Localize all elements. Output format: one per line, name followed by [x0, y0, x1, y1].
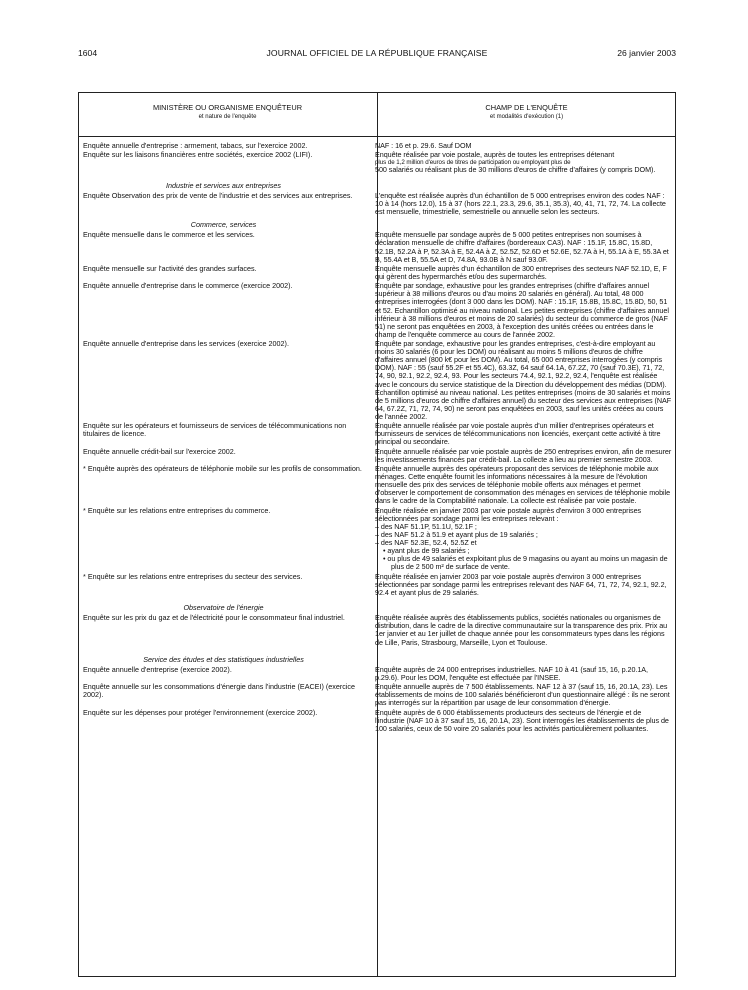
survey-name: Enquête annuelle d'entreprise dans le commerce (exercice 2002). [83, 281, 293, 291]
table-row [78, 340, 676, 421]
table-row [78, 231, 676, 263]
scope-list-item: – des NAF 51.2 à 51.9 et ayant plus de 19 salariés ; [375, 530, 538, 539]
survey-name [78, 507, 369, 572]
survey-name: Enquête sur les dépenses pour protéger l'environnement (exercice 2002). [83, 707, 318, 717]
survey-scope: NAF : 16 et p. 29.6. Sauf DOM [375, 141, 472, 150]
survey-name: Enquête sur les opérateurs et fournisseurs de services de télécommunications non titulaires de licence. [83, 421, 347, 439]
survey-name: Enquête mensuelle sur l'activité des grandes surfaces. [83, 263, 257, 273]
survey-scope: Enquête mensuelle par sondage auprès de 5 000 petites entreprises non soumises à déclaration mensuelle de chiffre d'affaires (bordereaux CA3). NAF : 15.1F, 15.8C, 15.8D, 52.1B, 52.2A à P, 52.3A à E, 52.4A à Z, 52.5Z, 52.6D et 52.6E, 52.7A à H, 55.1A à E, 55.3A et B, 55.4A et B, 55.5A et D, 74.8A, 93.0B à N sauf 93.0F. [375, 230, 669, 264]
survey-name: Enquête mensuelle dans le commerce et les services. [83, 230, 255, 240]
journal-title: JOURNAL OFFICIEL DE LA RÉPUBLIQUE FRANÇAISE [266, 48, 488, 58]
table-row [78, 192, 676, 216]
column-header-left-title: MINISTÈRE OU ORGANISME ENQUÊTEUR [152, 103, 303, 112]
table-row [78, 666, 676, 682]
survey-scope: Enquête annuelle réalisée par voie postale auprès d'un millier d'entreprises opérateurs et fournisseurs de services de télécommunications non licenciés, exerçant cette activité à titre principal ou secondaire. [375, 421, 661, 447]
scope-text: Enquête réalisée par voie postale, auprès de toutes les entreprises détenant [375, 150, 615, 160]
column-header-left [78, 104, 377, 121]
table-row [78, 507, 676, 572]
new-survey-marker: * [83, 464, 86, 474]
scope-text: Enquête réalisée en janvier 2003 par voie postale auprès d'environ 3 000 entreprises sélectionnées par sondage parmi les entreprises relevant : [375, 505, 642, 523]
column-header-right-title: CHAMP DE L'ENQUÊTE [485, 103, 568, 112]
page-header [78, 48, 676, 62]
table-row [78, 709, 676, 733]
column-header-left-sub: et nature de l'enquête [198, 113, 257, 120]
table-body [78, 142, 676, 734]
survey-name: Enquête annuelle d'entreprise : armement, tabacs, sur l'exercice 2002. [83, 141, 308, 150]
table-row [78, 448, 676, 464]
survey-name: Enquête Observation des prix de vente de l'industrie et des services aux entreprises. [83, 190, 353, 200]
survey-name: Enquête annuelle sur les consommations d'énergie dans l'industrie (EACEI) (exercice 2002). [83, 682, 356, 700]
column-header-right-sub: et modalités d'exécution (1) [489, 113, 564, 120]
survey-name: Enquête sur les prix du gaz et de l'électricité pour le consommateur final industriel. [83, 613, 345, 623]
table-row [78, 683, 676, 707]
survey-name: Enquête annuelle crédit-bail sur l'exercice 2002. [83, 446, 236, 456]
scope-bullet-item: • ou plus de 49 salariés et exploitant plus de 9 magasins ou ayant au moins un magasin de plus de 2 500 m² de surface de vente. [383, 554, 668, 572]
table-row [78, 465, 676, 505]
survey-scope: Enquête mensuelle auprès d'un échantillon de 300 entreprises des secteurs NAF 52.1D, E, F qui gèrent des hypermarchés et/ou des supermarchés. [375, 263, 667, 281]
survey-name-text: Enquête auprès des opérateurs de téléphonie mobile sur les profils de consommation. [87, 464, 362, 474]
column-header-right [377, 104, 676, 121]
issue-date: 26 janvier 2003 [617, 48, 676, 58]
survey-scope: Enquête auprès de 6 000 établissements producteurs des secteurs de l'énergie et de l'industrie (NAF 10 à 37 sauf 15, 16, 20.1A, 23). Sont interrogés les établissements de plus de 100 salariés, ceux de 50 voire 20 salariés pour les activités particulièrement polluantes. [375, 707, 669, 733]
section-heading: Industrie et services aux entreprises [165, 180, 282, 190]
survey-name-text: Enquête sur les relations entre entreprises du commerce. [87, 505, 271, 515]
survey-scope: Enquête par sondage, exhaustive pour les grandes entreprises (chiffre d'affaires annuel supérieur à 38 millions d'euros ou d'au moins 20 salariés en général). Au total, 48 000 entreprises interrogées (dont 3 000 dans les DOM). NAF : 15.1F, 15.8B, 15.8C, 15.8D, 50, 51 et 52. Echantillon optimisé au niveau national. Les petites entreprises (chiffre d'affaires annuel inférieur à 38 millions d'euros et moins de 20 salariés) du secteur du commerce de gros (NAF 51) ne seront pas enquêtées en 2003, à l'exception des unités créées ou entrées dans le champ de l'enquête commerce au cours de l'année 2002. [375, 281, 669, 339]
section-heading: Service des études et des statistiques industrielles [143, 654, 304, 664]
table-row [78, 614, 676, 646]
survey-scope: L'enquête est réalisée auprès d'un échantillon de 5 000 entreprises environ des codes NAF : 10 à 14 (hors 12.0), 15 à 37 (hors 22.1, 23.3, 29.6, 35.1, 35.3), 40, 41, 71, 72, 74. La collecte est mensuelle, trimestrielle, semestrielle ou annuelle selon les secteurs. [375, 190, 666, 216]
section-heading: Observatoire de l'énergie [183, 603, 264, 613]
table-row [78, 142, 676, 150]
survey-name: Enquête annuelle d'entreprise (exercice 2002). [83, 664, 232, 674]
survey-scope [369, 507, 676, 572]
new-survey-marker: * [83, 571, 86, 581]
scope-text-tail: 500 salariés ou réalisant plus de 30 millions d'euros de chiffre d'affaires (y compris DOM). [375, 165, 656, 175]
survey-name: Enquête annuelle d'entreprise dans les services (exercice 2002). [83, 339, 289, 349]
table-row [78, 265, 676, 281]
page-number: 1604 [78, 48, 98, 58]
scope-list-item: – des NAF 51.1P, 51.1U, 52.1F ; [375, 521, 477, 531]
survey-scope: Enquête annuelle réalisée par voie postale auprès de 250 entreprises environ, afin de mesurer les investissements financés par crédit-bail. La collecte a lieu au premier semestre 2003. [375, 446, 672, 464]
header-rule [78, 136, 676, 137]
survey-name [78, 573, 369, 597]
table-row [78, 282, 676, 339]
survey-name: Enquête sur les liaisons financières entre sociétés, exercice 2002 (LIFI). [83, 150, 313, 160]
section-heading: Commerce, services [190, 220, 257, 230]
survey-scope: Enquête par sondage, exhaustive pour les grandes entreprises, c'est-à-dire employant au moins 30 salariés (6 pour les DOM) ou réalisant au moins 5 millions d'euros de chiffre d'affaires annuel (800 k€ pour les DOM). Au total, 65 000 entreprises interrogées (y compris DOM). NAF : 55 (sauf 55.2F et 55.4C), 63.3Z, 64 sauf 64.1A, 67.2Z, 70 (sauf 70.3E), 71, 72, 74, 90, 92.1, 92.2, 92.4, 93. Pour les secteurs 74.4, 92.1, 92.2, 92.4, l'enquête est réalisée avec le concours du service statistique de la Direction du développement des médias (DDM). Echantillon optimisé au niveau national. Les petites entreprises (moins de 30 salariés et moins de 5 millions d'euros de chiffre d'affaires annuel) du secteur des services aux entreprises (NAF 64, 67.2Z, 71, 72, 74, 90) ne seront pas enquêtées en 2003, sauf les unités créées au cours de l'année 2002. [375, 339, 672, 421]
survey-scope: Enquête réalisée en janvier 2003 par voie postale auprès d'environ 3 000 entreprises sélectionnées par sondage parmi les entreprises relevant des NAF 64, 71, 72, 74, 92.1, 92.2, 92.4 et ayant plus de 29 salariés. [375, 571, 667, 597]
scope-bullet-item: • ayant plus de 99 salariés ; [383, 546, 470, 556]
survey-scope: Enquête annuelle auprès de 7 500 établissements. NAF 12 à 37 (sauf 15, 16, 20.1A, 23). Les établissements de moins de 100 salariés bénéficieront d'un questionnaire allégé : ils ne seront pas interrogés sur la répartition par usage de leur consommation d'énergie. [375, 682, 670, 708]
survey-scope: Enquête réalisée auprès des établissements publics, sociétés nationales ou organismes de distribution, dans le cadre de la directive communautaire sur la transparence des prix. Prix au 1er janvier et au 1er juillet de chaque année pour les consommateurs types dans les régions de Lille, Paris, Strasbourg, Marseille, Lyon et Toulouse. [375, 613, 668, 647]
table-row [78, 573, 676, 597]
survey-scope: Enquête auprès de 24 000 entreprises industrielles. NAF 10 à 41 (sauf 15, 16, p.20.1A, p.29.6). Pour les DOM, l'enquête est effectuée par l'INSEE. [375, 664, 648, 682]
new-survey-marker: * [83, 505, 86, 515]
table-row [78, 422, 676, 446]
survey-scope: Enquête annuelle auprès des opérateurs proposant des services de téléphonie mobile aux ménages. Cette enquête fournit les informations nécessaires à la mesure de l'évolution mensuelle des prix des services de téléphonie mobile offerts aux ménages et permet d'observer le comportement de consommation des ménages en services de téléphonie mobile dans le cadre de la Comptabilité nationale. La collecte est réalisée par voie postale. [375, 464, 671, 506]
table-row [78, 151, 676, 174]
scope-small-text: plus de 1,2 million d'euros de titres de participation ou employant plus de [375, 159, 571, 167]
survey-scope [369, 151, 676, 174]
scope-list-item: – des NAF 52.3E, 52.4, 52.5Z et [375, 538, 477, 548]
survey-name [78, 465, 369, 505]
survey-name-text: Enquête sur les relations entre entreprises du secteur des services. [87, 571, 303, 581]
